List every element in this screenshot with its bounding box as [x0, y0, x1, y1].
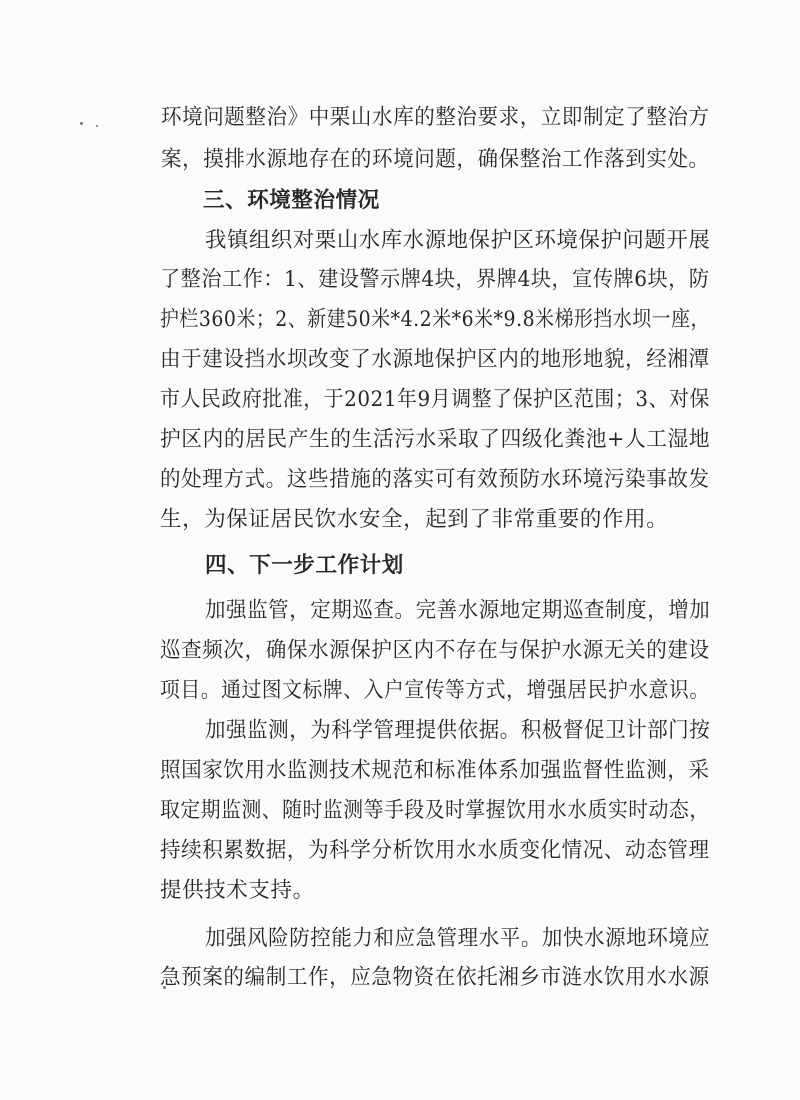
paragraph-line: 护区内的居民产生的生活污水采取了四级化粪池+人工湿地: [160, 427, 711, 452]
paragraph-line: 环境问题整治》中栗山水库的整治要求，立即制定了整治方: [161, 105, 710, 130]
paragraph-line: 持续积累数据，为科学分析饮用水水质变化情况、动态管理: [160, 838, 710, 863]
paragraph-line: 的处理方式。这些措施的落实可有效预防水环境污染事故发: [160, 467, 710, 492]
paragraph-line: 巡查频次，确保水源保护区内不存在与保护水源无关的建设: [160, 638, 710, 663]
paragraph-line: 加强监管，定期巡查。完善水源地定期巡查制度，增加: [205, 598, 711, 623]
paragraph-line: 案，摸排水源地存在的环境问题，确保整治工作落到实处。: [161, 147, 710, 172]
paragraph-line: 加强监测，为科学管理提供依据。积极督促卫计部门按: [205, 718, 711, 743]
paragraph-line: 急预案的编制工作，应急物资在依托湘乡市涟水饮用水水源: [160, 965, 710, 990]
scan-speck: [80, 122, 83, 125]
section-heading: 三、环境整治情况: [203, 188, 380, 213]
paragraph-line: 护栏360米；2、新建50米*4.2米*6米*9.8米梯形挡水坝一座，: [160, 307, 710, 332]
paragraph-line: 市人民政府批准，于2021年9月调整了保护区范围；3、对保: [160, 387, 710, 412]
scan-speck: [96, 125, 98, 127]
paragraph-line: 提供技术支持。: [160, 878, 315, 903]
paragraph-line: 取定期监测、随时监测等手段及时掌握饮用水水质实时动态，: [160, 798, 710, 823]
paragraph-line: 加强风险防控能力和应急管理水平。加快水源地环境应: [205, 926, 711, 951]
paragraph-line: 由于建设挡水坝改变了水源地保护区内的地形地貌，经湘潭: [160, 347, 710, 372]
paragraph-line: 项目。通过图文标牌、入户宣传等方式，增强居民护水意识。: [160, 678, 710, 703]
section-heading: 四、下一步工作计划: [205, 553, 404, 578]
paragraph-line: 我镇组织对栗山水库水源地保护区环境保护问题开展: [205, 228, 711, 253]
paragraph-line: 照国家饮用水监测技术规范和标准体系加强监督性监测，采: [160, 758, 710, 783]
paragraph-line: 生，为保证居民饮水安全，起到了非常重要的作用。: [160, 507, 669, 532]
paragraph-line: 了整治工作：1、建设警示牌4块，界牌4块，宣传牌6块，防: [160, 267, 710, 292]
